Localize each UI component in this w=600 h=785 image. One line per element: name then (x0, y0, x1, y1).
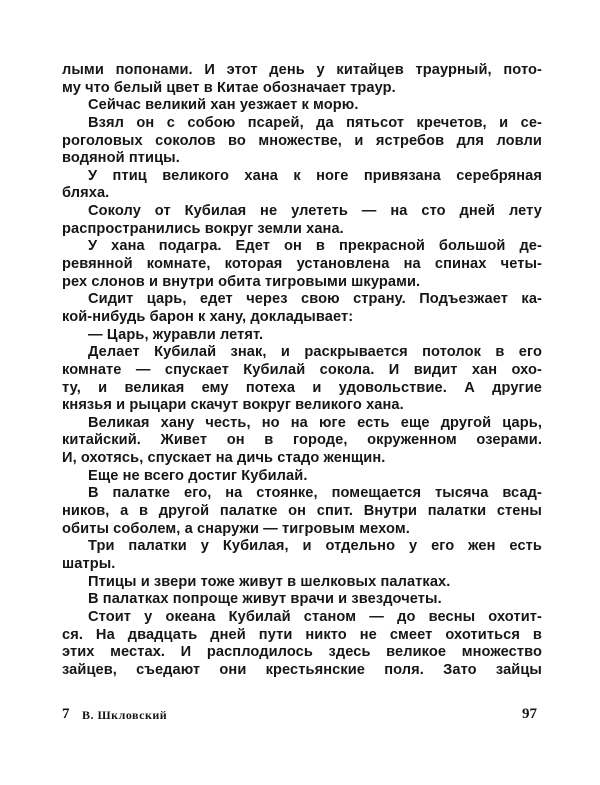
text-line: обиты соболем, а снаружи — тигровым мехом. (62, 520, 410, 537)
text-line: зайцев, съедают они крестьянские поля. Зато зайцы (62, 661, 542, 678)
text-line: комнате — спускает Кубилай сокола. И видит хан охо- (62, 361, 542, 378)
text-line: Еще не всего достиг Кубилай. (88, 467, 308, 484)
text-line: шатры. (62, 555, 116, 572)
text-line: лыми попонами. И этот день у китайцев траурный, пото- (62, 62, 542, 78)
text-line: Соколу от Кубилая не улететь — на сто дней лету (88, 203, 542, 220)
text-line: У птиц великого хана к ноге привязана серебряная (88, 167, 542, 184)
text-line: Птицы и звери тоже живут в шелковых палатках. (88, 573, 451, 590)
text-line: ревянной комнате, которая установлена на спинах четы- (62, 256, 542, 273)
text-line: Сидит царь, едет через свою страну. Подъезжает ка- (88, 291, 542, 308)
text-line: роголовых соколов во множестве, и ястребов для ловли (62, 132, 542, 149)
text-line: бляха. (62, 185, 110, 202)
text-line: ту, и великая ему потеха и удовольствие. А другие (62, 379, 542, 396)
text-line: Делает Кубилай знак, и раскрывается потолок в его (88, 344, 542, 361)
text-line: ся. На двадцать дней пути никто не смеет охотиться в (62, 626, 542, 643)
text-line: В палатке его, на стоянке, помещается тысяча всад- (88, 485, 542, 502)
text-line: этих местах. И расплодилось здесь великое множество (62, 644, 542, 661)
text-line: китайский. Живет он в городе, окруженном озерами. (62, 432, 542, 449)
text-line: Взял он с собою псарей, да пятьсот кречетов, и се- (88, 114, 542, 131)
running-author: В. Шкловский (82, 708, 168, 722)
page-number: 97 (522, 706, 537, 722)
text-line: — Царь, журавли летят. (88, 326, 264, 343)
text-line: У хана подагра. Едет он в прекрасной большой де- (88, 238, 542, 255)
text-line: му что белый цвет в Китае обозначает траур. (62, 79, 396, 96)
page-footer (62, 706, 542, 726)
page-body (62, 62, 542, 679)
text-line: кой-нибудь барон к хану, докладывает: (62, 308, 354, 325)
text-line: Стоит у океана Кубилай станом — до весны охотит- (88, 608, 542, 625)
text-line: князья и рыцари скачут вокруг великого хана. (62, 397, 404, 414)
signature-mark: 7 (62, 706, 70, 722)
text-line: распространились вокруг земли хана. (62, 220, 344, 237)
text-line: водяной птицы. (62, 150, 180, 167)
text-line: рех слонов и внутри обита тигровыми шкурами. (62, 273, 421, 290)
text-line: Сейчас великий хан уезжает к морю. (88, 97, 359, 114)
text-line: И, охотясь, спускает на дичь стадо женщин. (62, 450, 386, 467)
text-line: В палатках попроще живут врачи и звездочеты. (88, 591, 442, 608)
text-line: ников, а в другой палатке он спит. Внутри палатки стены (62, 503, 542, 520)
text-line: Три палатки у Кубилая, и отдельно у его жен есть (88, 538, 542, 555)
text-line: Великая хану честь, но на юге есть еще другой царь, (88, 414, 542, 431)
